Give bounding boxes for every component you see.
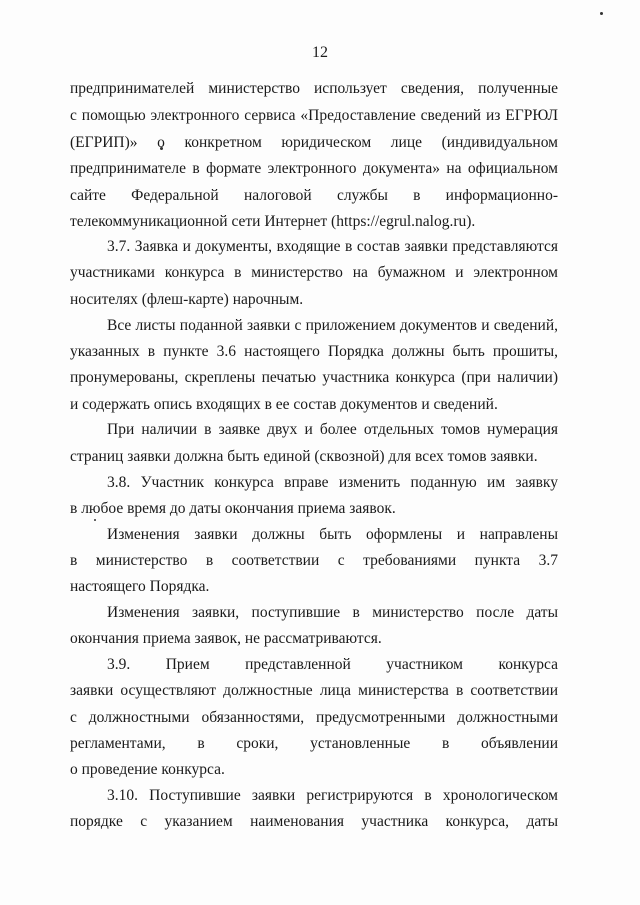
text-line: 3.9. Прием представленной участником конкурса: [107, 656, 558, 673]
text-line: При наличии в заявке двух и более отдельных томов нумерация: [107, 421, 558, 438]
scan-speck: [600, 12, 603, 15]
text-line: в любое время до даты окончания приема заявок.: [70, 500, 396, 517]
text-line: с помощью электронного сервиса «Предоставление сведений из ЕГРЮЛ: [70, 107, 558, 124]
text-line: участниками конкурса в министерство на бумажном и электронном: [70, 264, 558, 281]
scan-speck: [94, 519, 96, 521]
text-line: настоящего Порядка.: [70, 578, 210, 595]
text-line: о проведение конкурса.: [70, 761, 225, 778]
text-line: страниц заявки должна быть единой (сквозной) для всех томов заявки.: [70, 448, 538, 465]
text-line: в министерство в соответствии с требованиями пункта 3.7: [70, 552, 558, 569]
text-line: носителях (флеш-карте) нарочным.: [70, 291, 304, 308]
page-number: 12: [312, 44, 328, 61]
text-line: окончания приема заявок, не рассматриваются.: [70, 630, 382, 647]
text-line: заявки осуществляют должностные лица министерства в соответствии: [70, 682, 558, 699]
text-line: Все листы поданной заявки с приложением документов и сведений,: [107, 317, 558, 334]
text-line: сайте Федеральной налоговой службы в информационно-: [70, 187, 558, 204]
text-line: регламентами, в сроки, установленные в объявлении: [70, 735, 558, 752]
text-line: Изменения заявки, поступившие в министерство после даты: [107, 604, 558, 621]
text-line: с должностными обязанностями, предусмотренными должностными: [70, 709, 558, 726]
text-line: Изменения заявки должны быть оформлены и направлены: [107, 526, 558, 543]
text-line: порядке с указанием наименования участника конкурса, даты: [70, 813, 558, 830]
text-line: и содержать опись входящих в ее состав документов и сведений.: [70, 396, 498, 413]
text-line: предпринимателей министерство использует сведения, полученные: [70, 80, 558, 97]
text-line: 3.7. Заявка и документы, входящие в состав заявки представляются: [107, 238, 558, 255]
text-line: предпринимателе в формате электронного документа» на официальном: [70, 160, 558, 177]
text-line: телекоммуникационной сети Интернет (https://egrul.nalog.ru).: [70, 213, 476, 230]
text-line: пронумерованы, скреплены печатью участника конкурса (при наличии): [70, 369, 558, 386]
text-line: (ЕГРИП)» о конкретном юридическом лице (индивидуальном: [70, 134, 558, 151]
text-line: 3.10. Поступившие заявки регистрируются в хронологическом: [107, 787, 558, 804]
text-line: 3.8. Участник конкурса вправе изменить поданную им заявку: [107, 474, 558, 491]
text-line: указанных в пункте 3.6 настоящего Порядка должны быть прошиты,: [70, 343, 558, 360]
